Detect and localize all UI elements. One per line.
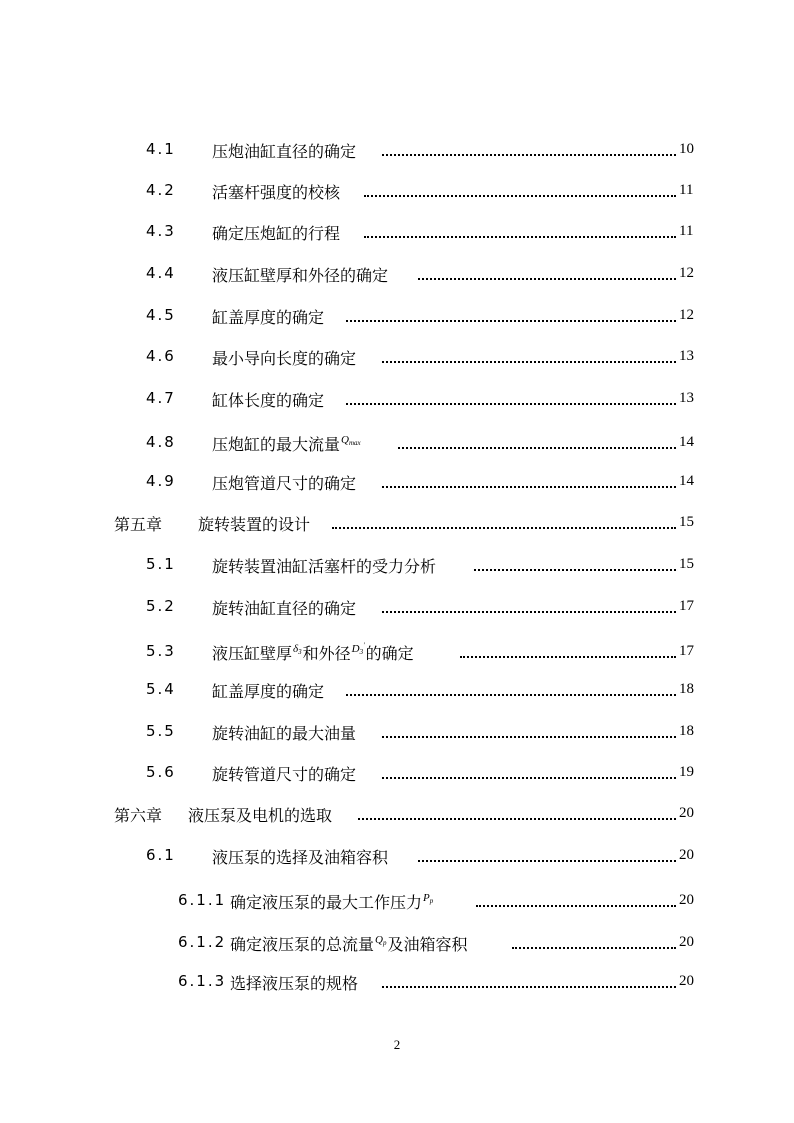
toc-entry[interactable] bbox=[0, 385, 794, 413]
dot-leader bbox=[382, 976, 676, 988]
math-base: Q bbox=[341, 434, 349, 446]
section-title: 确定压炮缸的行程 bbox=[212, 224, 341, 243]
toc-entry[interactable] bbox=[0, 593, 794, 621]
page-number: 17 bbox=[679, 643, 694, 659]
math-subscript: 3 bbox=[298, 648, 302, 656]
toc-chapter-entry[interactable] bbox=[0, 509, 794, 537]
section-number: 6.1.2 bbox=[178, 933, 227, 951]
toc-entry[interactable] bbox=[0, 676, 794, 704]
math-subscript: p bbox=[429, 897, 434, 905]
page-number: 20 bbox=[679, 892, 694, 908]
chapter-number: 第五章 bbox=[114, 515, 163, 534]
dot-leader bbox=[382, 601, 676, 613]
section-title bbox=[230, 932, 467, 955]
page-footer-number: 2 bbox=[393, 1037, 401, 1052]
section-title: 旋转油缸的最大油量 bbox=[212, 724, 357, 743]
toc-entry[interactable] bbox=[0, 343, 794, 371]
section-number: 4.3 bbox=[146, 222, 176, 240]
dot-leader bbox=[346, 684, 676, 696]
section-title: 旋转装置油缸活塞杆的受力分析 bbox=[212, 557, 437, 576]
dot-leader bbox=[476, 895, 676, 907]
dot-leader bbox=[364, 185, 676, 197]
page-number: 15 bbox=[679, 514, 694, 530]
page-number: 20 bbox=[679, 973, 694, 989]
section-number: 4.9 bbox=[146, 472, 176, 490]
section-number: 5.4 bbox=[146, 680, 176, 698]
section-number: 4.8 bbox=[146, 433, 176, 451]
math-base: δ bbox=[293, 643, 299, 655]
dot-leader bbox=[358, 808, 676, 820]
page-number: 20 bbox=[679, 934, 694, 950]
toc-entry[interactable] bbox=[0, 429, 794, 457]
page-number: 10 bbox=[679, 141, 694, 157]
section-title: 压炮管道尺寸的确定 bbox=[212, 474, 357, 493]
chapter-title: 旋转装置的设计 bbox=[198, 515, 311, 534]
section-number: 5.5 bbox=[146, 722, 176, 740]
toc-entry[interactable] bbox=[0, 260, 794, 288]
toc-entry[interactable] bbox=[0, 718, 794, 746]
page-number: 15 bbox=[679, 556, 694, 572]
section-number: 4.1 bbox=[146, 140, 176, 158]
section-title: 最小导向长度的确定 bbox=[212, 349, 357, 368]
page-number: 18 bbox=[679, 681, 694, 697]
toc-entry[interactable] bbox=[0, 136, 794, 164]
dot-leader bbox=[382, 476, 676, 488]
math-subscript: p bbox=[382, 939, 387, 947]
toc-entry[interactable] bbox=[0, 929, 794, 957]
chapter-title: 液压泵及电机的选取 bbox=[188, 806, 333, 825]
title-text: 确定液压泵的总流量 bbox=[230, 935, 375, 954]
page-number: 11 bbox=[679, 223, 694, 239]
dot-leader bbox=[346, 393, 676, 405]
dot-leader bbox=[398, 437, 676, 449]
dot-leader bbox=[382, 767, 676, 779]
dot-leader bbox=[418, 850, 676, 862]
section-number: 4.2 bbox=[146, 181, 176, 199]
math-symbol bbox=[352, 643, 365, 655]
dot-leader bbox=[418, 268, 676, 280]
page-number: 20 bbox=[679, 805, 694, 821]
math-superscript: ' bbox=[363, 641, 365, 650]
toc-entry[interactable] bbox=[0, 759, 794, 787]
page-number: 20 bbox=[679, 847, 694, 863]
math-base: Q bbox=[375, 934, 383, 946]
chapter-number: 第六章 bbox=[114, 806, 163, 825]
dot-leader bbox=[364, 226, 676, 238]
section-number: 5.1 bbox=[146, 555, 176, 573]
math-base: P bbox=[423, 892, 430, 904]
toc-entry[interactable] bbox=[0, 968, 794, 996]
section-title bbox=[212, 641, 414, 664]
page-number: 18 bbox=[679, 723, 694, 739]
section-number: 5.3 bbox=[146, 642, 176, 660]
toc-entry[interactable] bbox=[0, 468, 794, 496]
section-number: 4.5 bbox=[146, 306, 176, 324]
section-title: 液压缸壁厚和外径的确定 bbox=[212, 266, 389, 285]
page-number: 17 bbox=[679, 598, 694, 614]
page-number: 19 bbox=[679, 764, 694, 780]
section-title: 活塞杆强度的校核 bbox=[212, 183, 341, 202]
math-base: D bbox=[351, 643, 360, 655]
page-number: 13 bbox=[679, 390, 694, 406]
section-title: 旋转管道尺寸的确定 bbox=[212, 765, 357, 784]
section-title: 液压泵的选择及油箱容积 bbox=[212, 848, 389, 867]
section-title bbox=[230, 890, 434, 913]
section-number: 5.2 bbox=[146, 597, 176, 615]
toc-entry[interactable] bbox=[0, 842, 794, 870]
section-number: 6.1.1 bbox=[178, 891, 227, 909]
section-title: 选择液压泵的规格 bbox=[230, 974, 359, 993]
title-text: 液压缸壁厚 bbox=[212, 644, 293, 663]
title-text: 压炮缸的最大流量 bbox=[212, 435, 341, 454]
section-number: 5.6 bbox=[146, 763, 176, 781]
toc-chapter-entry[interactable] bbox=[0, 800, 794, 828]
title-text: 确定液压泵的最大工作压力 bbox=[230, 893, 423, 912]
section-number: 6.1 bbox=[146, 846, 176, 864]
toc-entry[interactable] bbox=[0, 177, 794, 205]
math-symbol bbox=[341, 434, 361, 446]
toc-entry[interactable] bbox=[0, 551, 794, 579]
page-number: 13 bbox=[679, 348, 694, 364]
toc-entry[interactable] bbox=[0, 638, 794, 666]
section-number: 4.7 bbox=[146, 389, 176, 407]
section-number: 4.6 bbox=[146, 347, 176, 365]
dot-leader bbox=[382, 144, 676, 156]
math-symbol bbox=[423, 892, 433, 904]
page-number: 11 bbox=[679, 182, 694, 198]
dot-leader bbox=[460, 646, 676, 658]
title-text: 和外径 bbox=[302, 644, 351, 663]
dot-leader bbox=[382, 726, 676, 738]
toc-entry[interactable] bbox=[0, 302, 794, 330]
section-title: 缸盖厚度的确定 bbox=[212, 308, 325, 327]
toc-entry[interactable] bbox=[0, 218, 794, 246]
section-number: 6.1.3 bbox=[178, 972, 227, 990]
page-number: 14 bbox=[679, 473, 694, 489]
section-title: 旋转油缸直径的确定 bbox=[212, 599, 357, 618]
math-symbol bbox=[375, 934, 386, 946]
title-text: 的确定 bbox=[365, 644, 414, 663]
dot-leader bbox=[474, 559, 676, 571]
dot-leader bbox=[332, 517, 676, 529]
math-symbol bbox=[293, 643, 302, 655]
section-title: 缸盖厚度的确定 bbox=[212, 682, 325, 701]
page-number: 14 bbox=[679, 434, 694, 450]
section-title: 缸体长度的确定 bbox=[212, 391, 325, 410]
dot-leader bbox=[346, 310, 676, 322]
section-title bbox=[212, 432, 362, 455]
page-number: 12 bbox=[679, 265, 694, 281]
math-subscript: max bbox=[348, 439, 361, 447]
section-number: 4.4 bbox=[146, 264, 176, 282]
dot-leader bbox=[512, 937, 676, 949]
section-title: 压炮油缸直径的确定 bbox=[212, 142, 357, 161]
toc-entry[interactable] bbox=[0, 887, 794, 915]
title-text: 及油箱容积 bbox=[387, 935, 468, 954]
math-subscript: 3 bbox=[359, 648, 364, 656]
dot-leader bbox=[382, 351, 676, 363]
page-number: 12 bbox=[679, 307, 694, 323]
